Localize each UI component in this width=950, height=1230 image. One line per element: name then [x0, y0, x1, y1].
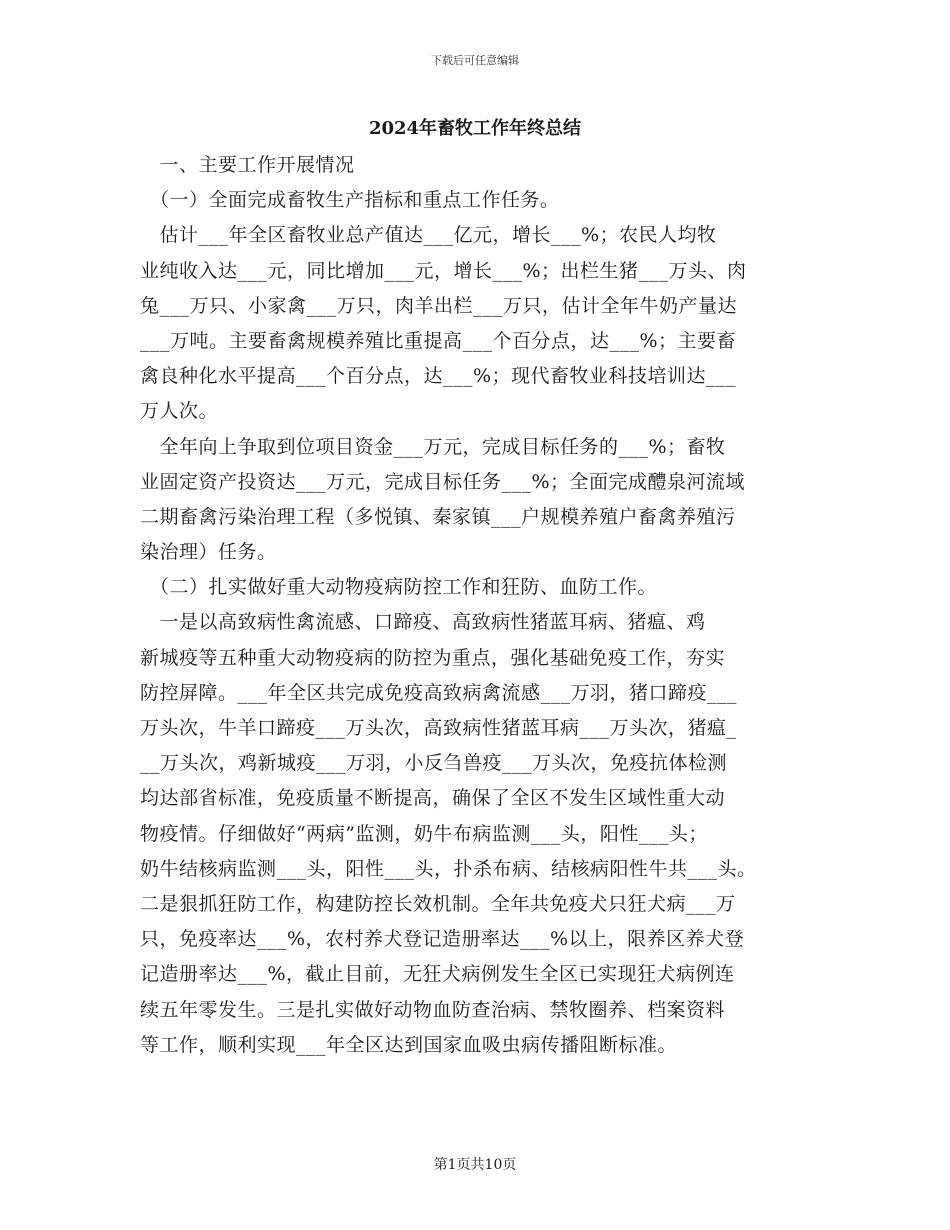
body-line: 物疫情。仔细做好“两病”监测，奶牛布病监测___头，阳性___头；	[140, 822, 708, 845]
body-line: 续五年零发生。三是扎实做好动物血防查治病、禁牧圈养、档案资料	[140, 998, 726, 1021]
body-line: 等工作，顺利实现___年全区达到国家血吸虫病传播阻断标准。	[140, 1033, 678, 1056]
body-line: 万头次，牛羊口蹄疫___万头次，高致病性猪蓝耳病___万头次，猪瘟_	[140, 717, 737, 739]
body-line: 一、主要工作开展情况	[140, 154, 355, 176]
body-line: 新城疫等五种重大动物疫病的防控为重点，强化基础免疫工作，夯实	[140, 646, 726, 669]
body-line: 禽良种化水平提高___个百分点，达___%；现代畜牧业科技培训达___	[140, 365, 737, 388]
document-body	[140, 148, 830, 1063]
page-header: 下载后可任意编辑	[431, 54, 519, 67]
body-line: 全年向上争取到位项目资金___万元，完成目标任务的___%；畜牧	[140, 435, 726, 458]
body-line: 业纯收入达___元，同比增加___元，增长___%；出栏生猪___万头、肉	[140, 259, 747, 282]
body-line: 奶牛结核病监测___头，阳性___头，扑杀布病、结核病阳性牛共___头。	[140, 857, 757, 880]
body-line: ___万吨。主要畜禽规模养殖比重提高___个百分点，达___%；主要畜	[140, 329, 737, 352]
page-number-footer: 第1页共10页	[433, 1157, 517, 1173]
body-line: 业固定资产投资达___万元，完成目标任务___%；全面完成醴泉河流域	[140, 470, 746, 493]
body-line: 估计___年全区畜牧业总产值达___亿元，增长___%；农民人均牧	[140, 224, 717, 247]
body-line: 一是以高致病性禽流感、口蹄疫、高致病性猪蓝耳病、猪瘟、鸡	[140, 611, 706, 634]
body-line: 兔___万只、小家禽___万只，肉羊出栏___万只，估计全年牛奶产量达	[140, 294, 738, 317]
body-line: 万人次。	[140, 400, 219, 423]
body-line: 染治理）任务。	[140, 541, 277, 564]
body-line: 二是狠抓狂防工作，构建防控长效机制。全年共免疫犬只狂犬病___万	[140, 892, 736, 915]
body-line: 防控屏障。___年全区共完成免疫高致病禽流感___万羽，猪口蹄疫___	[140, 681, 738, 704]
body-line: （二）扎实做好重大动物疫病防控工作和狂防、血防工作。	[140, 576, 658, 599]
document-title: 2024年畜牧工作年终总结	[368, 118, 582, 139]
body-line: __万头次，鸡新城疫___万羽，小反刍兽疫___万头次，免疫抗体检测	[140, 752, 728, 775]
body-line: 二期畜禽污染治理工程（多悦镇、秦家镇___户规模养殖户畜禽养殖污	[140, 505, 736, 528]
body-line: （一）全面完成畜牧生产指标和重点工作任务。	[140, 189, 560, 212]
body-line: 只，免疫率达___%，农村养犬登记造册率达___%以上，限养区养犬登	[140, 928, 745, 951]
body-line: 记造册率达___%，截止目前，无狂犬病例发生全区已实现狂犬病例连	[140, 963, 735, 986]
body-line: 均达部省标准，免疫质量不断提高，确保了全区不发生区域性重大动	[140, 787, 726, 810]
